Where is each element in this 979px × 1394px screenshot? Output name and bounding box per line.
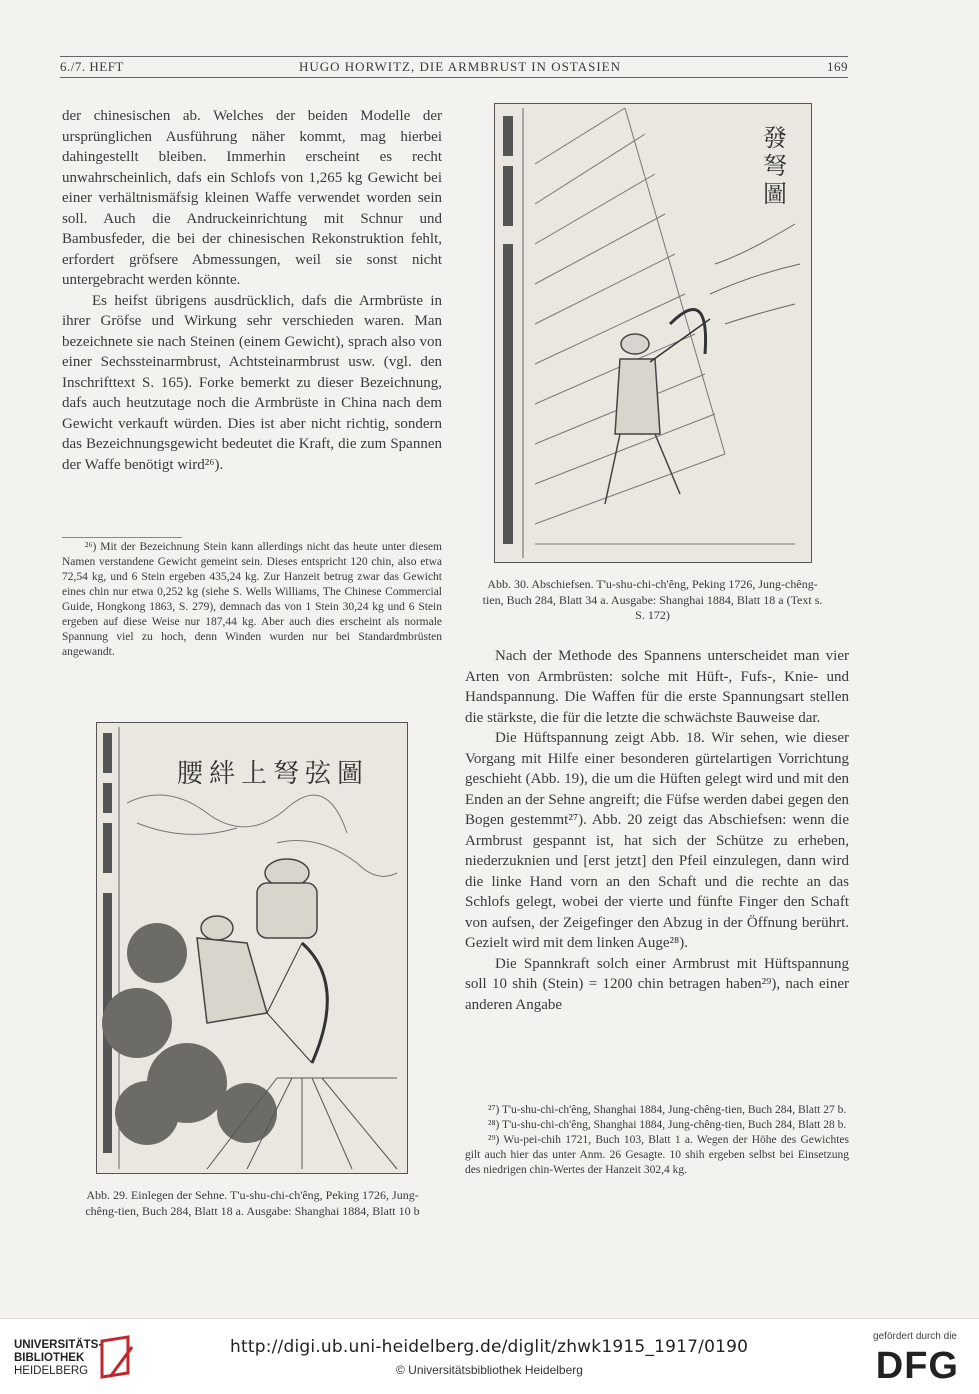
- running-title: HUGO HORWITZ, DIE ARMBRUST IN OSTASIEN: [298, 59, 621, 74]
- library-logo-icon: [98, 1333, 136, 1381]
- paragraph: Nach der Methode des Spannens unterscheidet man vier Arten von Armbrüsten: solche mit Hüft-, Fufs-, Knie- und Handspannung. Die Waffen für die erste Spannungsart stellen die stärkste, die für die letzte die schwächste Bauweise dar.: [465, 648, 849, 726]
- header-rule-top: [60, 56, 848, 57]
- left-column-body: [62, 106, 442, 475]
- library-logo-text: [14, 1339, 102, 1378]
- footnote-28: ²⁸) T'u-shu-chi-ch'êng, Shanghai 1884, Jung-chêng-tien, Buch 284, Blatt 28 b.: [488, 1119, 847, 1131]
- right-footnotes: [465, 1103, 849, 1178]
- figure-29-caption: Abb. 29. Einlegen der Sehne. T'u-shu-chi-ch'êng, Peking 1726, Jung-chêng-tien, Buch 284, Blatt 18 a. Ausgabe: Shanghai 1884, Blatt 10 b: [85, 1188, 420, 1218]
- paragraph: Die Hüftspannung zeigt Abb. 18. Wir sehen, wie dieser Vorgang mit Hilfe einer besonderen gürtelartigen Vorrichtung geschieht (Abb. 19), die um die Hüften gelegt wird und mit den Enden an der Sehne angreift; die Füfse werden dabei gegen den Bogen gestemmt²⁷). Abb. 20 zeigt das Abschiefsen: wenn die Armbrust gespannt ist, hat sich der Schütze zu erheben, niederzuknien und [erst jetzt] den Pfeil einzulegen, dann wird die linke Hand vorn an den Schaft und die rechte an das Schlofs gelegt, wobei der vierte und fünfte Finger den Schaft von aufsen, der Zeigefinger den Abzug in der Öffnung berührt. Gezielt wird mit dem linken Auge²⁸).: [465, 730, 849, 951]
- permalink-url[interactable]: http://digi.ub.uni-heidelberg.de/diglit/zhwk1915_1917/0190: [230, 1337, 749, 1357]
- figure-30-title-characters: 發弩圖: [763, 124, 787, 208]
- footnote-29: ²⁹) Wu-pei-chih 1721, Buch 103, Blatt 1 a. Wegen der Höhe des Gewichtes gilt auch hier das unter Anm. 26 Gesagte. 10 shih ergeben selbst bei Einsetzung des niedrigen chin-Wertes der Hanzeit 302,4 kg.: [465, 1134, 849, 1176]
- funded-by-label: gefördert durch die: [873, 1331, 957, 1342]
- figure-29-illustration: [97, 723, 407, 1173]
- figure-29-title-characters: 腰絆上弩弦圖: [177, 759, 370, 789]
- paragraph: Es heifst übrigens ausdrücklich, dafs die Armbrüste in ihrer Gröfse und Wirkung sehr verschieden waren. Man bezeichnete sie nach Steinen (einem Gewicht), sprach also von einer Sechssteinarmbrust, Achtsteinarmbrust usw. (vgl. den Inschrifttext S. 165). Forke bemerkt zu dieser Bezeichnung, dafs auch heutzutage noch die Armbrüste in China nach dem Gewicht verkauft würden. Dies ist aber nicht richtig, sondern das Bezeichnungsgewicht bedeutet die Kraft, die zum Spannen der Waffe benötigt wird²⁶).: [62, 292, 442, 473]
- dfg-logo: DFG: [875, 1345, 959, 1387]
- footnote-rule: [62, 537, 182, 538]
- logo-line-2: BIBLIOTHEK: [14, 1352, 85, 1364]
- logo-line-3: HEIDELBERG: [14, 1365, 89, 1377]
- figure-30-woodcut: [494, 103, 812, 563]
- footnote-27: ²⁷) T'u-shu-chi-ch'êng, Shanghai 1884, Jung-chêng-tien, Buch 284, Blatt 27 b.: [488, 1104, 847, 1116]
- right-column-body: [465, 646, 849, 1015]
- paragraph: Die Spannkraft solch einer Armbrust mit Hüftspannung soll 10 shih (Stein) = 1200 chin betragen haben²⁹), nach einer anderen Angabe: [465, 955, 849, 1013]
- library-footer: [0, 1318, 979, 1394]
- page-number: 169: [827, 59, 848, 74]
- running-header: [60, 56, 848, 78]
- paragraph: der chinesischen ab. Welches der beiden Modelle der ursprünglichen Ausführung näher kommt, mag hierbei dahingestellt bleiben. Immerhin erscheint es recht unwahrscheinlich, dafs ein Schlofs von 1,265 kg Gewicht bei einer verhältnismäfsig kleinen Waffe verwendet worden sein soll. Auch die Andruckeinrichtung mit Schnur und Bambusfeder, die bei der chinesischen Rekonstruktion fehlt, erfordert gröfsere Abmessungen, weil sie sonst nicht untergebracht werden könnte.: [62, 108, 442, 288]
- logo-line-1: UNIVERSITÄTS-: [14, 1339, 103, 1351]
- issue-label: 6./7. HEFT: [60, 59, 124, 74]
- footnote-26: ²⁶) Mit der Bezeichnung Stein kann allerdings nicht das heute unter diesem Namen verstandene Gewicht gemeint sein. Dieses entspricht 120 chin, also etwa 72,54 kg, und 6 Stein ergeben 435,24 kg. Zur Hanzeit betrug zwar das Gewicht eines chin nur etwa 0,252 kg (siehe S. Wells Williams, The Chinese Commercial Guide, Hongkong 1863, S. 279), demnach das von 1 Stein 30,24 kg und 6 Stein ergeben auf diese Weise nur 187,44 kg. Aber auch dies erscheint als normale Spannung viel zu hoch, denn Winden wurden nur bei Standardmbrüsten angewandt.: [62, 541, 442, 658]
- left-footnotes: [62, 540, 442, 660]
- copyright-notice: © Universitätsbibliothek Heidelberg: [396, 1363, 583, 1377]
- header-rule-bottom: [60, 77, 848, 78]
- figure-29-woodcut: [96, 722, 408, 1174]
- figure-30-caption: Abb. 30. Abschiefsen. T'u-shu-chi-ch'êng, Peking 1726, Jung-chêng-tien, Buch 284, Blatt 34 a. Ausgabe: Shanghai 1884, Blatt 18 a (Text s. S. 172): [482, 577, 823, 622]
